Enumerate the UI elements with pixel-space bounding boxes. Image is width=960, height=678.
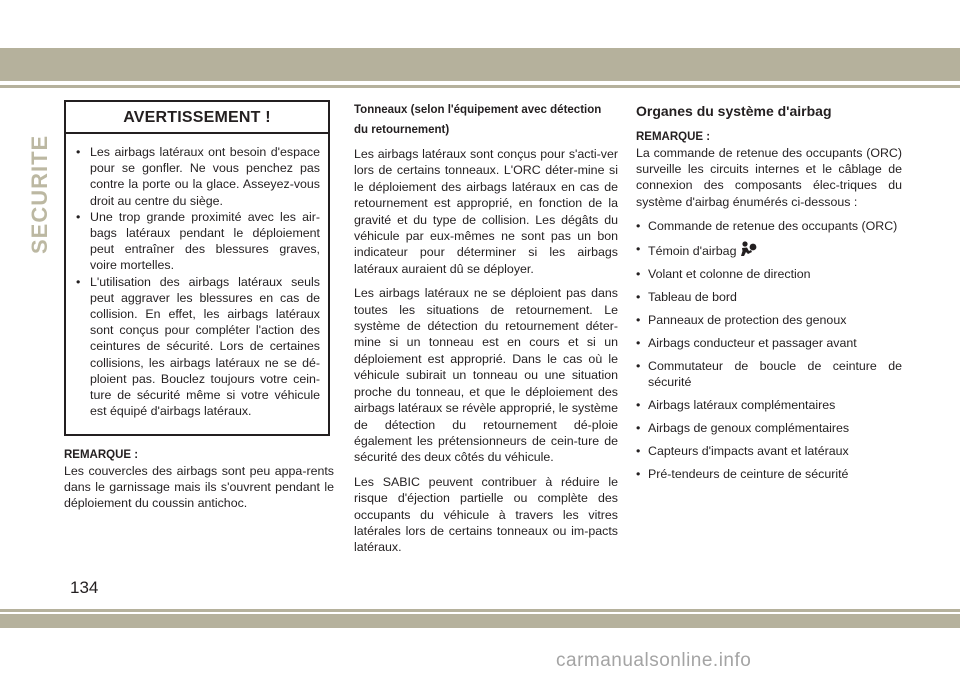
warning-item: • L'utilisation des airbags latéraux seuls peut aggraver les blessures en cas de collision. En effet, les airbags latéraux sont conçus pour compléter l'action des ceintures de sécurité. Lors de certaines collisions, les airbags latéraux ne se dé-ploient pas. Bouclez toujours votre cein-ture de sécurité même si votre véhicule est équipé d'airbags latéraux. (76, 274, 320, 420)
rollover-paragraph: Les airbags latéraux ne se déploient pas dans toutes les situations de retournement. Le système de détection du retournement déter-mine si un tonneau est en cours et si un déploiement est approprié. Dans le cas où le véhicule subirait un tonneau ou une situation proche du tonneau, et que le déploiement des airbags latéraux se révèle approprié, le système de détection du retournement dé-ploie également les prétensionneurs de cein-ture de sécurité des deux côtés du véhicule. (354, 286, 618, 465)
column-left (64, 100, 334, 512)
airbag-warning-icon (738, 241, 758, 257)
column-middle (354, 100, 618, 564)
components-list (636, 218, 902, 482)
component-item-label: Témoin d'airbag (648, 243, 737, 258)
component-item: • Panneaux de protection des genoux (636, 312, 902, 328)
footer-band (0, 614, 960, 628)
component-item: • Capteurs d'impacts avant et latéraux (636, 443, 902, 459)
warning-box (64, 100, 330, 436)
component-item: • Airbags conducteur et passager avant (636, 335, 902, 351)
component-item: • Airbags latéraux complémentaires (636, 397, 902, 413)
component-item-airbag-light (636, 241, 902, 259)
component-item: • Volant et colonne de direction (636, 266, 902, 282)
component-item: • Commande de retenue des occupants (ORC) (636, 218, 902, 234)
component-item: • Airbags de genoux complémentaires (636, 420, 902, 436)
watermark: carmanualsonline.info (556, 650, 752, 671)
header-band (0, 48, 960, 81)
rollover-heading: Tonneaux (selon l'équipement avec détection du retournement) (354, 104, 602, 136)
warning-item: • Une trop grande proximité avec les air-bags latéraux pendant le déploiement peut entraîner des blessures graves, voire mortelles. (76, 209, 320, 274)
header-rule (0, 85, 960, 88)
components-heading: Organes du système d'airbag (636, 103, 832, 119)
rollover-paragraph: Les SABIC peuvent contribuer à réduire le risque d'éjection partielle ou complète des occupants du véhicule à travers les vitres latérales lors de certains tonneaux ou im-pacts latéraux. (354, 474, 618, 555)
component-item: • Pré-tendeurs de ceinture de sécurité (636, 466, 902, 482)
components-note-label: REMARQUE : (636, 131, 711, 143)
rollover-paragraph: Les airbags latéraux sont conçus pour s'acti-ver lors de certains tonneaux. L'ORC déter-mine si le déploiement des airbags latéraux en cas de retournement est approprié, en fonction de la gravité et du type de collision. Les dégâts du véhicule par eux-mêmes ne sont pas un bon indicateur pour déterminer si les airbags latéraux auraient dû se déployer. (354, 147, 618, 276)
component-item: • Commutateur de boucle de ceinture de sécurité (636, 358, 902, 390)
section-tab-label: SECURITE (27, 134, 52, 254)
components-note-text: La commande de retenue des occupants (ORC) surveille les circuits internes et le câblage de connexion des composants élec-triques du système d'airbag énumérés ci-dessous : (636, 146, 902, 209)
column-right (636, 100, 902, 489)
note-label: REMARQUE : (64, 449, 139, 461)
note-text: Les couvercles des airbags sont peu appa-rents dans le garnissage mais ils s'ouvrent pendant le déploiement du coussin antichoc. (64, 464, 334, 511)
component-item: • Tableau de bord (636, 289, 902, 305)
warning-title: AVERTISSEMENT ! (66, 102, 328, 134)
warning-item: • Les airbags latéraux ont besoin d'espace pour se gonfler. Ne vous penchez pas contre la porte ou la glace. Asseyez-vous droit au centre du siège. (76, 144, 320, 209)
page-number: 134 (70, 578, 99, 597)
warning-list (66, 134, 328, 419)
footer-rule (0, 609, 960, 612)
